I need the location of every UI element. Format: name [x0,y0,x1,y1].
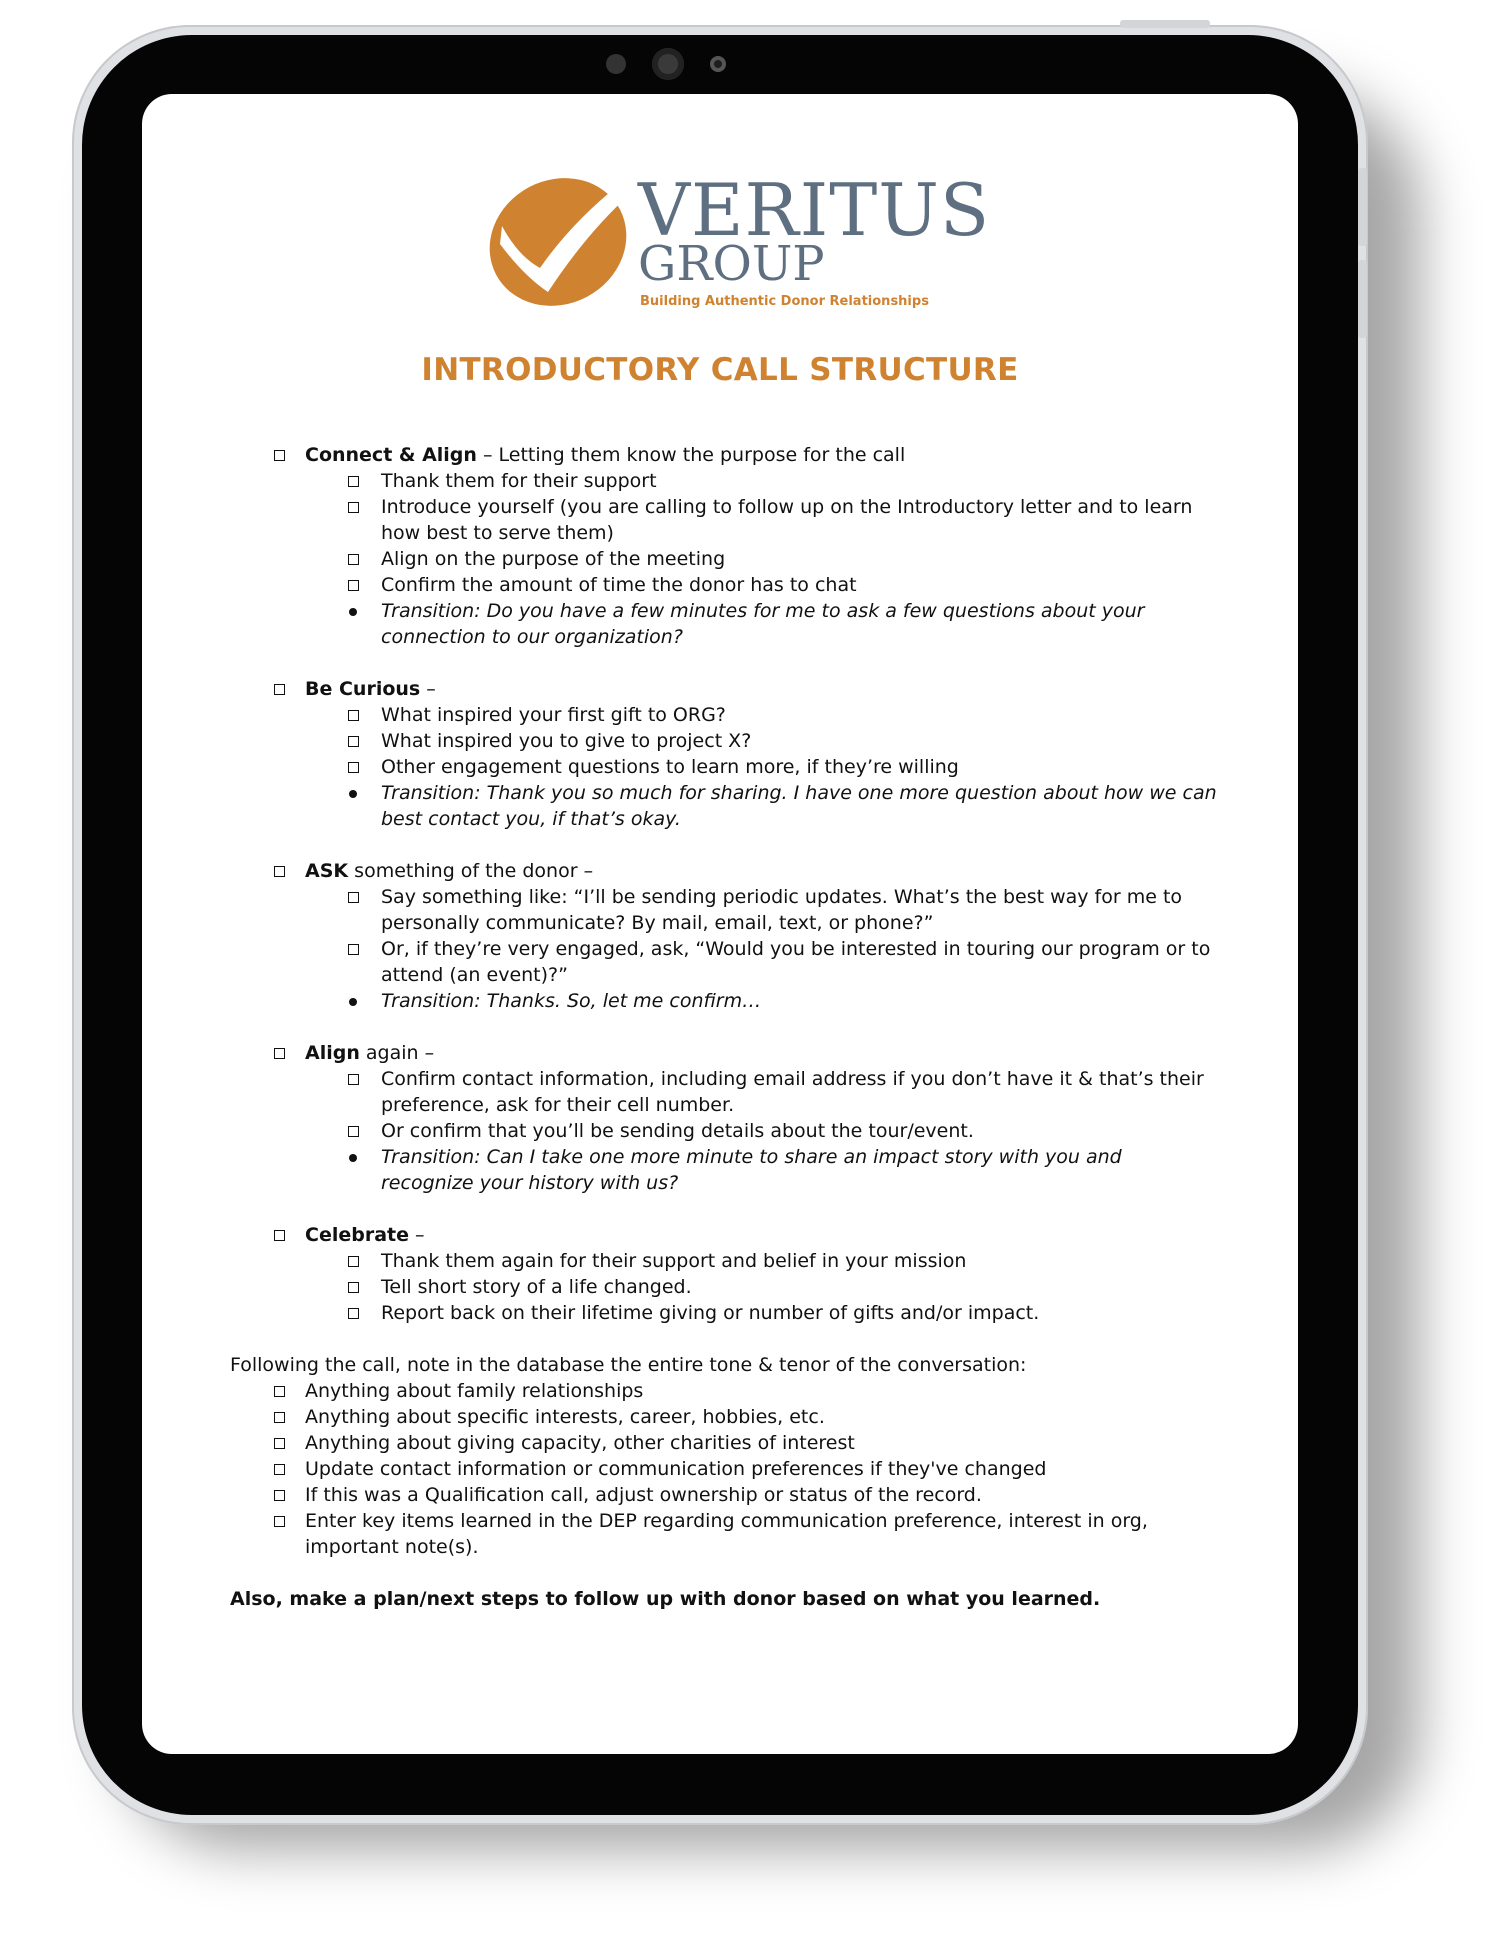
checkbox-icon [274,1230,285,1241]
heading-bold: Be Curious [305,678,421,700]
list-item-text: Confirm contact information, including email address if you don’t have it & that’s their preference, ask for their cell number. [381,1068,1204,1116]
section-connect-align [142,442,1298,650]
transition-text: Transition: Thanks. So, let me confirm… [381,990,762,1012]
checkbox-icon [274,1412,285,1423]
checkbox-icon [348,1074,359,1085]
section-celebrate [142,1222,1298,1326]
checkbox-icon [274,1438,285,1449]
checkbox-icon [348,1256,359,1267]
list-item-text: Introduce yourself (you are calling to follow up on the Introductory letter and to learn how best to serve them) [381,496,1193,544]
sensor-icon [606,54,626,74]
checkbox-icon [274,1490,285,1501]
section-heading [142,676,1298,702]
list-item-text: What inspired you to give to project X? [381,730,752,752]
volume-down-button [1358,260,1367,338]
power-button [1120,20,1210,28]
list-item [142,936,1298,988]
checkbox-icon [348,476,359,487]
transition-item [142,780,1298,832]
list-item-text: Other engagement questions to learn more, if they’re willing [381,756,959,778]
checkbox-icon [274,1386,285,1397]
list-item [142,728,1298,754]
transition-text: Transition: Do you have a few minutes for me to ask a few questions about your connection to our organization? [381,600,1145,648]
list-item [142,1118,1298,1144]
heading-bold: Celebrate [305,1224,409,1246]
heading-bold: Connect & Align [305,444,477,466]
logo-word-group: GROUP [638,236,825,292]
list-item [142,754,1298,780]
checkbox-icon [348,580,359,591]
list-item-text: Update contact information or communication preferences if they've changed [305,1458,1047,1480]
list-item-text: Thank them again for their support and belief in your mission [381,1250,967,1272]
checkmark-oval-logo-icon [480,164,630,314]
checkbox-icon [348,502,359,513]
list-item [142,1508,1298,1560]
list-item [142,1404,1298,1430]
list-item [142,702,1298,728]
checkbox-icon [274,450,285,461]
list-item [142,1378,1298,1404]
list-item-text: If this was a Qualification call, adjust ownership or status of the record. [305,1484,982,1506]
heading-rest: – [420,678,436,700]
heading-rest: something of the donor – [348,860,594,882]
checkbox-icon [274,684,285,695]
checkbox-icon [274,1464,285,1475]
list-item [142,494,1298,546]
following-the-call [142,1352,1298,1560]
tablet-screen [142,94,1298,1754]
checkbox-icon [274,1048,285,1059]
list-item [142,572,1298,598]
list-item [142,546,1298,572]
checkbox-icon [348,762,359,773]
document-body [142,442,1298,1612]
list-item [142,1300,1298,1326]
section-heading [142,1040,1298,1066]
list-item [142,1066,1298,1118]
list-item-text: Anything about giving capacity, other charities of interest [305,1432,855,1454]
checkbox-icon [348,736,359,747]
transition-text: Transition: Can I take one more minute to share an impact story with you and recognize your history with us? [381,1146,1122,1194]
list-item-text: Or confirm that you’ll be sending details about the tour/event. [381,1120,974,1142]
checkbox-icon [348,554,359,565]
checkbox-icon [348,944,359,955]
list-item [142,468,1298,494]
section-align-again [142,1040,1298,1196]
heading-bold: ASK [305,860,349,882]
checkbox-icon [274,1516,285,1527]
heading-rest: again – [359,1042,435,1064]
checkbox-icon [348,710,359,721]
list-item-text: Enter key items learned in the DEP regarding communication preference, interest in org, important note(s). [305,1510,1148,1558]
bullet-icon [349,998,357,1006]
list-item-text: What inspired your first gift to ORG? [381,704,726,726]
list-item-text: Confirm the amount of time the donor has to chat [381,574,857,596]
checkbox-icon [348,1126,359,1137]
list-item-text: Thank them for their support [381,470,657,492]
list-item-text: Or, if they’re very engaged, ask, “Would you be interested in touring our program or to attend (an event)?” [381,938,1211,986]
list-item [142,1248,1298,1274]
section-heading [142,1222,1298,1248]
heading-rest: – Letting them know the purpose for the call [476,444,906,466]
following-intro: Following the call, note in the database the entire tone & tenor of the conversation: [230,1354,1027,1376]
checkbox-icon [274,866,285,877]
list-item-text: Align on the purpose of the meeting [381,548,726,570]
checkbox-icon [348,1308,359,1319]
veritus-logo [480,164,991,314]
list-item [142,1430,1298,1456]
document-title: INTRODUCTORY CALL STRUCTURE [421,352,1019,388]
bullet-icon [349,608,357,616]
camera-icon [652,48,684,80]
transition-item [142,988,1298,1014]
list-item-text: Anything about specific interests, career, hobbies, etc. [305,1406,825,1428]
bullet-icon [349,1154,357,1162]
list-item [142,1274,1298,1300]
transition-item [142,1144,1298,1196]
transition-item [142,598,1298,650]
checkbox-icon [348,892,359,903]
section-heading [142,858,1298,884]
section-ask [142,858,1298,1014]
logo-tagline: Building Authentic Donor Relationships [640,294,929,309]
section-be-curious [142,676,1298,832]
volume-up-button [1358,168,1367,246]
bullet-icon [349,790,357,798]
transition-text: Transition: Thank you so much for sharing. I have one more question about how we can best contact you, if that’s okay. [381,782,1217,830]
heading-rest: – [409,1224,425,1246]
list-item-text: Anything about family relationships [305,1380,644,1402]
list-item [142,884,1298,936]
proximity-sensor-icon [710,56,726,72]
list-item [142,1482,1298,1508]
list-item-text: Report back on their lifetime giving or number of gifts and/or impact. [381,1302,1040,1324]
closing-note: Also, make a plan/next steps to follow up with donor based on what you learned. [230,1588,1101,1610]
list-item-text: Tell short story of a life changed. [381,1276,692,1298]
section-heading [142,442,1298,468]
list-item-text: Say something like: “I’ll be sending periodic updates. What’s the best way for me to personally communicate? By mail, email, text, or phone?” [381,886,1183,934]
list-item [142,1456,1298,1482]
logo-word-veritus: VERITUS [638,168,991,252]
heading-bold: Align [305,1042,360,1064]
checkbox-icon [348,1282,359,1293]
